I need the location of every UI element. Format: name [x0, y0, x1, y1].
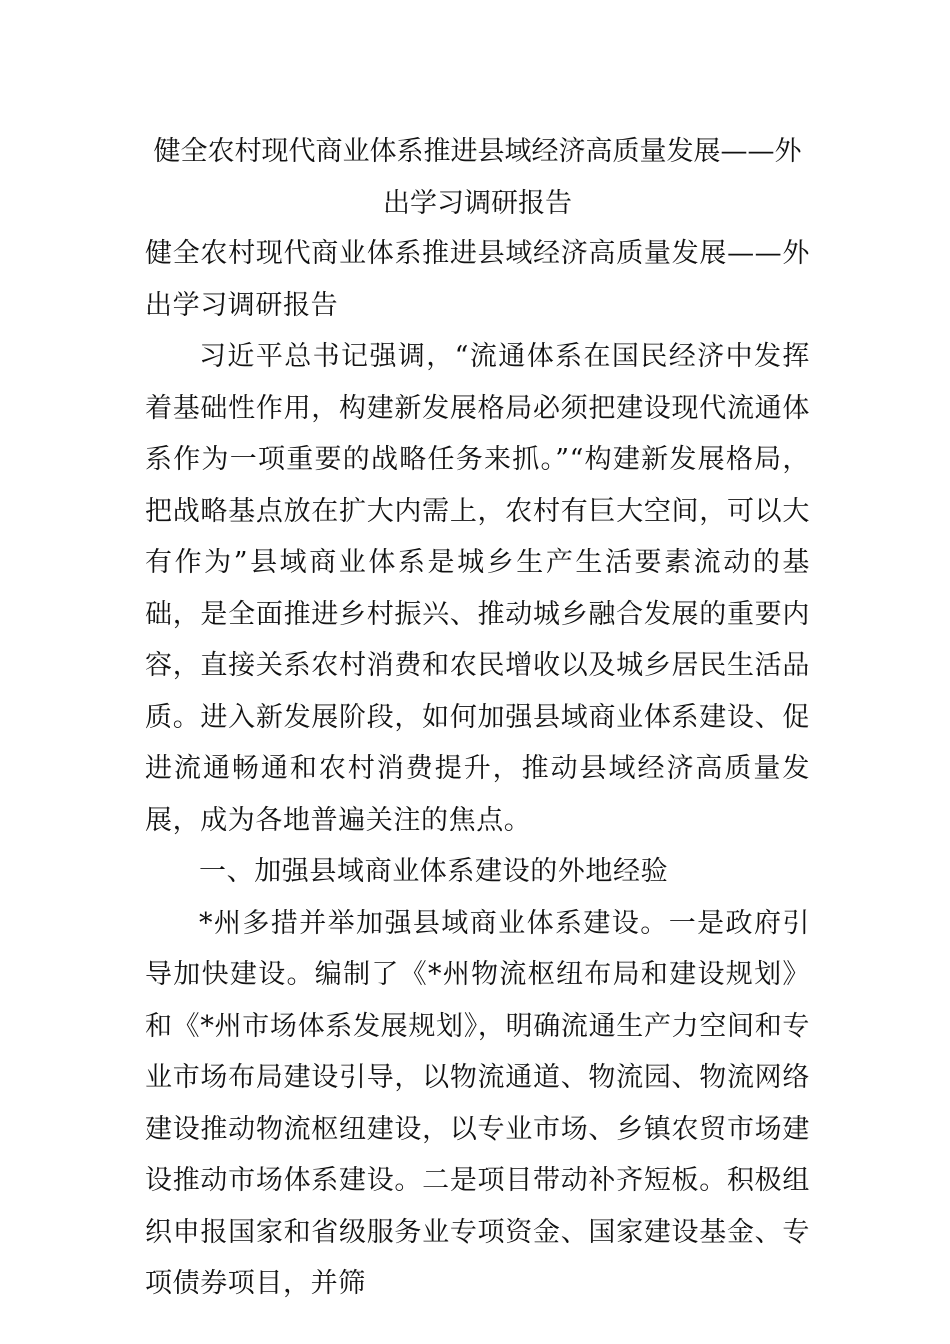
- section-heading-1: 一、加强县域商业体系建设的外地经验: [199, 856, 669, 887]
- repeated-title: 健全农村现代商业体系推进县域经济高质量发展——外出学习调研报告: [145, 238, 810, 321]
- document-body: [145, 228, 810, 1310]
- paragraph-experience: *州多措并举加强县域商业体系建设。一是政府引导加快建设。编制了《*州物流枢纽布局和建设规划》和《*州市场体系发展规划》，明确流通生产力空间和专业市场布局建设引导，以物流通道、物流园、物流网络建设推动物流枢纽建设，以专业市场、乡镇农贸市场建设推动市场体系建设。二是项目带动补齐短板。积极组织申报国家和省级服务业专项资金、国家建设基金、专项债券项目，并筛: [145, 907, 810, 1299]
- paragraph-intro: 习近平总书记强调，“流通体系在国民经济中发挥着基础性作用，构建新发展格局必须把建设现代流通体系作为一项重要的战略任务来抓。”“构建新发展格局，把战略基点放在扩大内需上，农村有巨大空间，可以大有作为”县域商业体系是城乡生产生活要素流动的基础，是全面推进乡村振兴、推动城乡融合发展的重要内容，直接关系农村消费和农民增收以及城乡居民生活品质。进入新发展阶段，如何加强县域商业体系建设、促进流通畅通和农村消费提升，推动县域经济高质量发展，成为各地普遍关注的焦点。: [145, 341, 810, 836]
- document-title: 健全农村现代商业体系推进县域经济高质量发展——外出学习调研报告: [153, 136, 802, 219]
